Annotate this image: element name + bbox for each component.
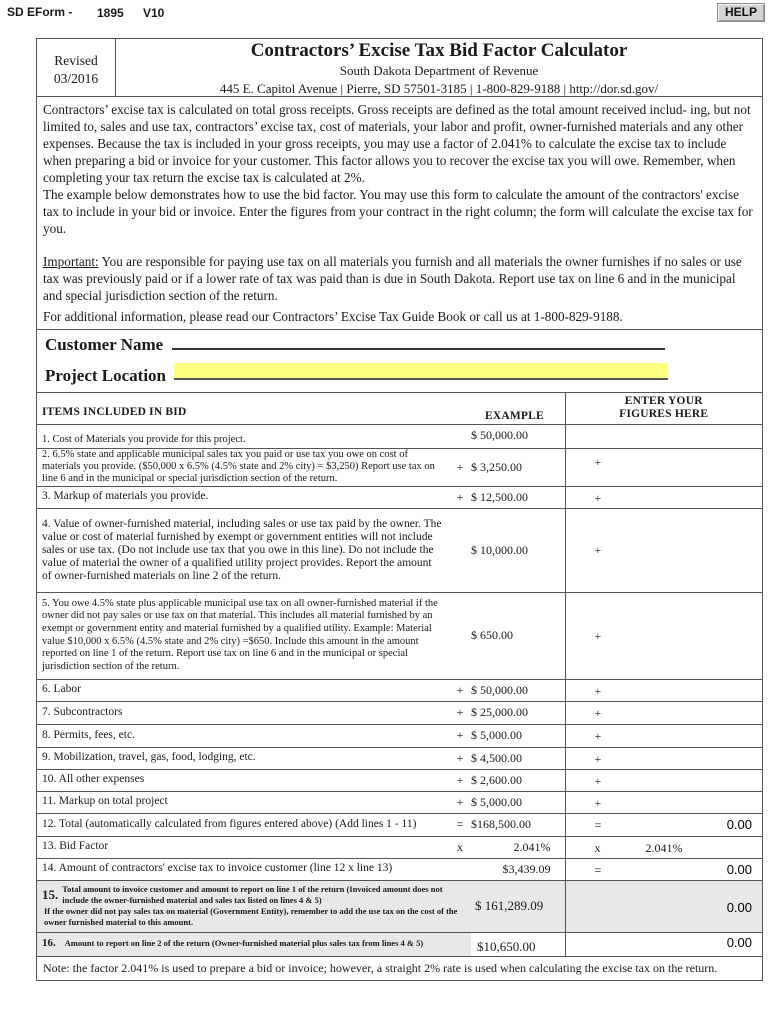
table-row: 9. Mobilization, travel, gas, food, lodging, etc. + $ 4,500.00 + — [37, 747, 762, 769]
revised-date: 03/2016 — [53, 71, 99, 86]
intro-paragraph-2: The example below demonstrates how to use the bid factor. You may use this form to calculate the amount of the contractors' excise tax to include in your bid or invoice. Enter the figures from your contract in the right column; the form will calculate the excise tax for you. — [43, 187, 753, 236]
intro-section — [37, 97, 762, 330]
top-bar — [0, 0, 770, 26]
line-3-input[interactable]: + — [565, 486, 762, 508]
line-15-invoice-total: 0.00 — [565, 880, 762, 932]
customer-section — [37, 330, 762, 393]
revised-box — [37, 39, 116, 96]
project-location-label: Project Location — [45, 366, 167, 385]
table-row: 7. Subcontractors + $ 25,000.00 + — [37, 701, 762, 724]
line-10-input[interactable]: + — [565, 769, 762, 791]
table-row: 3. Markup of materials you provide. + $ 12,500.00 + — [37, 486, 762, 508]
table-row: 15. Total amount to invoice customer and amount to report on line 1 of the return (Invoiced amount does not include the owner-furnished material and sales tax listed on lines 4 & 5) If the owner did not pay sales tax on material (Government Entity), remember to add the use tax on the cost of the owner furnished material to this amount. $ 161,289.09 0.00 — [37, 880, 762, 932]
header-main — [116, 39, 762, 96]
line-6-input[interactable]: + — [565, 679, 762, 701]
line-12-total: = 0.00 — [565, 813, 762, 836]
header-enter-figures: ENTER YOUR FIGURES HERE — [565, 393, 762, 424]
line-8-input[interactable]: + — [565, 724, 762, 747]
department-name: South Dakota Department of Revenue — [339, 63, 539, 78]
line-16-desc: 16. Amount to report on line 2 of the return (Owner-furnished material plus sales tax from lines 4 & 5) — [37, 932, 471, 956]
header-example: EXAMPLE — [485, 409, 544, 422]
table-row: 10. All other expenses + $ 2,600.00 + — [37, 769, 762, 791]
bid-factor-form — [36, 38, 763, 981]
important-label: Important: — [43, 254, 99, 269]
line-11-input[interactable]: + — [565, 791, 762, 813]
line-9-input[interactable]: + — [565, 747, 762, 769]
table-row: 13. Bid Factor x 2.041% x 2.041% — [37, 836, 762, 858]
important-paragraph — [43, 253, 756, 304]
form-header — [37, 39, 762, 97]
line-13-bid-factor: x 2.041% — [565, 836, 762, 858]
line-7-input[interactable]: + — [565, 701, 762, 724]
table-row: 12. Total (automatically calculated from figures entered above) (Add lines 1 - 11) = $168,500.00 = 0.00 — [37, 813, 762, 836]
help-button[interactable]: HELP — [717, 3, 765, 22]
table-row: 8. Permits, fees, etc. + $ 5,000.00 + — [37, 724, 762, 747]
revised-label: Revised — [54, 53, 98, 68]
footer-note: Note: the factor 2.041% is used to prepare a bid or invoice; however, a straight 2% rate is used when calculating the excise tax on the return. — [37, 956, 762, 980]
table-row: 5. You owe 4.5% state plus applicable municipal use tax on all owner-furnished material if the owner did not pay sales or use tax on that material. This includes all material furnished by an exempt or government entity and material furnished by a qualified utility. Example: Material value $10,000 x 6.5% (4.5% state and 2% city) =$650. Include this amount in the amount reported on line 1 of the return. Report use tax on line 6 and in the municipal or special jurisdiction section of the return. $ 650.00 + — [37, 592, 762, 679]
table-row: 1. Cost of Materials you provide for this project. $ 50,000.00 — [37, 424, 762, 448]
eform-label: SD EForm - — [7, 5, 73, 19]
table-row: 16. Amount to report on line 2 of the return (Owner-furnished material plus sales tax from lines 4 & 5) $10,650.00 0.00 — [37, 932, 762, 956]
department-address: 445 E. Capitol Avenue | Pierre, SD 57501-3185 | 1-800-829-9188 | http://dor.sd.gov/ — [219, 81, 659, 96]
line-16-return-amount: 0.00 — [565, 932, 762, 956]
table-row: 11. Markup on total project + $ 5,000.00 + — [37, 791, 762, 813]
customer-name-label: Customer Name — [45, 335, 164, 354]
table-row: 14. Amount of contractors' excise tax to invoice customer (line 12 x line 13) $3,439.09 = 0.00 — [37, 858, 762, 880]
customer-name-field[interactable] — [172, 348, 665, 350]
important-text: You are responsible for paying use tax on all materials you furnish and all materials the owner furnishes if no sales or use tax was previously paid or if a lower rate of tax was paid than is due in South Dakota. Report use tax on line 6 and in the municipal and special jurisdiction section of the return. — [43, 254, 742, 303]
line-15-desc: 15. Total amount to invoice customer and amount to report on line 1 of the return (Invoiced amount does not include the owner-furnished material and sales tax listed on lines 4 & 5) If the owner did not pay sales tax on material (Government Entity), remember to add the use tax on the cost of the owner furnished material to this amount. — [37, 880, 471, 932]
table-row: 4. Value of owner-furnished material, including sales or use tax paid by the owner. The value or cost of material furnished by exempt or government entities will not include sales or use tax. (Do not include use tax that you owe in this line). Do not include the value of material the owner of a qualified utility project provides. Report the amount of owner-furnished materials on line 2 of the return. $ 10,000.00 + — [37, 508, 762, 592]
table-header-row — [37, 393, 762, 424]
line-5-input[interactable]: + — [565, 592, 762, 679]
table-row: 2. 6.5% state and applicable municipal sales tax you paid or use tax you owe on cost of materials you provide. ($50,000 x 6.5% (4.5% state and 2% city) = $3,250) Report use tax on line 6 and in the municipal or special jurisdiction section of the return. + $ 3,250.00 + — [37, 448, 762, 486]
more-info: For additional information, please read our Contractors’ Excise Tax Guide Book or call us at 1-800-829-9188. — [43, 309, 623, 324]
excise-tax-value: 0.00 — [726, 861, 752, 877]
project-location-input[interactable] — [174, 363, 668, 380]
line-1-input[interactable] — [565, 424, 762, 448]
total-value: 0.00 — [726, 816, 752, 832]
header-items: ITEMS INCLUDED IN BID — [42, 405, 187, 418]
intro-paragraph-1: Contractors’ excise tax is calculated on total gross receipts. Gross receipts are defined as the total amount received includ- ing, but not limited to, sales and use tax, contractors’ excise tax, cost of materials, your labor and profit, owner-furnished materials and any other expenses. Because the tax is included in your gross receipts, you may use a factor of 2.041% to calculate the excise tax to include when preparing a bid or invoice for your customer. This factor allows you to recover the excise tax you will owe. Remember, when completing your tax return the excise tax is calculated at 2%. — [43, 102, 751, 185]
line-14-excise-tax: = 0.00 — [565, 858, 762, 880]
items-table — [37, 393, 762, 956]
form-number: 1895 — [97, 6, 124, 20]
page-title: Contractors’ Excise Tax Bid Factor Calculator — [250, 40, 628, 61]
line-4-input[interactable]: + — [565, 508, 762, 592]
form-version: V10 — [143, 6, 165, 20]
line-2-input[interactable]: + — [565, 448, 762, 486]
table-row: 6. Labor + $ 50,000.00 + — [37, 679, 762, 701]
